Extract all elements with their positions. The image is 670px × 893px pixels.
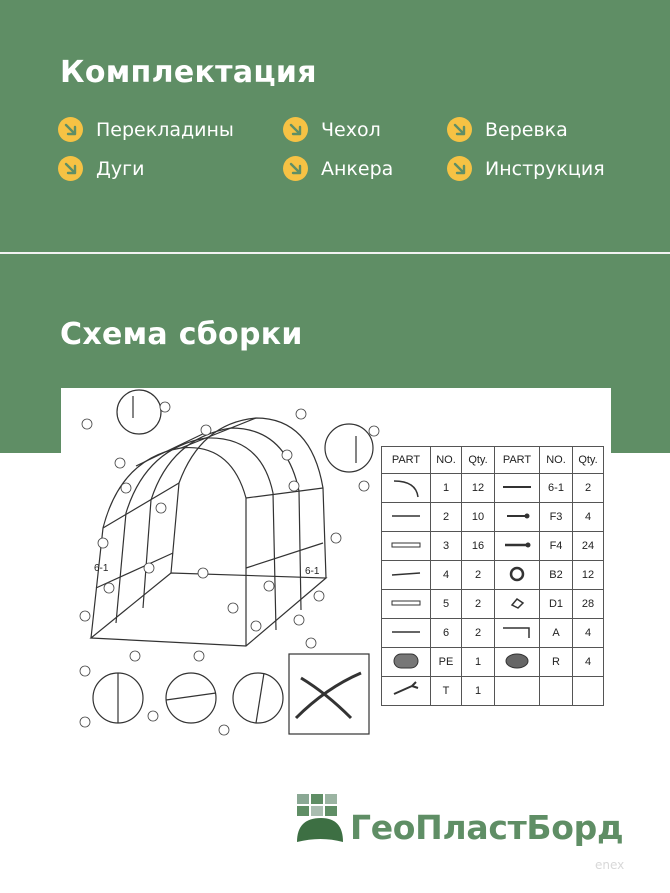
bolt-part-icon — [495, 503, 540, 532]
bar-part-icon — [382, 619, 431, 648]
part-qty: 12 — [462, 474, 495, 503]
kit-item — [447, 156, 605, 181]
part-qty: 1 — [462, 677, 495, 706]
column-header: Qty. — [573, 447, 604, 474]
column-header: PART — [495, 447, 540, 474]
part-qty — [573, 677, 604, 706]
arrow-down-right-icon — [283, 156, 308, 181]
table-row — [382, 677, 604, 706]
arrow-down-right-icon — [447, 156, 472, 181]
part-number: 6 — [431, 619, 462, 648]
part-number: 5 — [431, 590, 462, 619]
part-number: B2 — [540, 561, 573, 590]
arrow-down-right-icon — [58, 156, 83, 181]
part-qty: 4 — [573, 503, 604, 532]
part-qty: 2 — [573, 474, 604, 503]
kit-item-label: Веревка — [485, 118, 568, 141]
anchor-part-icon — [495, 619, 540, 648]
arrow-down-right-icon — [447, 117, 472, 142]
arrow-down-right-icon — [283, 117, 308, 142]
scheme-title: Схема сборки — [60, 317, 303, 352]
kit-item — [283, 117, 381, 142]
diagram-label: 6-1 — [305, 566, 320, 577]
table-row — [382, 503, 604, 532]
part-qty: 16 — [462, 532, 495, 561]
bar-part-icon — [495, 474, 540, 503]
table-row — [382, 619, 604, 648]
rope-coil-icon — [495, 648, 540, 677]
table-header-row — [382, 447, 604, 474]
part-qty: 1 — [462, 648, 495, 677]
arrow-down-right-icon — [58, 117, 83, 142]
parts-table — [381, 446, 604, 706]
arch-part-icon — [382, 474, 431, 503]
part-number: 2 — [431, 503, 462, 532]
column-header: PART — [382, 447, 431, 474]
bolt-part-icon — [495, 532, 540, 561]
kit-item-label: Инструкция — [485, 157, 605, 180]
part-number: PE — [431, 648, 462, 677]
part-qty: 4 — [573, 619, 604, 648]
kit-item — [58, 156, 144, 181]
part-number: T — [431, 677, 462, 706]
part-number: 4 — [431, 561, 462, 590]
part-number: D1 — [540, 590, 573, 619]
part-number: 1 — [431, 474, 462, 503]
kit-item — [283, 156, 393, 181]
part-number: A — [540, 619, 573, 648]
kit-item — [447, 117, 568, 142]
table-row — [382, 648, 604, 677]
kit-item — [58, 117, 234, 142]
kit-title: Комплектация — [60, 55, 317, 90]
part-qty: 2 — [462, 590, 495, 619]
kit-item-label: Анкера — [321, 157, 394, 180]
empty-cell — [495, 677, 540, 706]
table-row — [382, 532, 604, 561]
part-qty: 24 — [573, 532, 604, 561]
bar-part-icon — [382, 590, 431, 619]
kit-item-label: Чехол — [321, 118, 381, 141]
bar-part-icon — [382, 532, 431, 561]
brand-name: ГеоПластБорд — [350, 808, 624, 847]
table-row — [382, 590, 604, 619]
part-number — [540, 677, 573, 706]
part-qty: 28 — [573, 590, 604, 619]
bar-part-icon — [382, 503, 431, 532]
table-row — [382, 474, 604, 503]
part-qty: 10 — [462, 503, 495, 532]
kit-item-label: Дуги — [96, 157, 145, 180]
part-number: F4 — [540, 532, 573, 561]
part-number: 3 — [431, 532, 462, 561]
brand-logo-icon — [291, 790, 347, 848]
column-header: NO. — [540, 447, 573, 474]
part-qty: 2 — [462, 561, 495, 590]
part-qty: 2 — [462, 619, 495, 648]
wrench-icon — [382, 677, 431, 706]
column-header: NO. — [431, 447, 462, 474]
watermark: enex — [595, 858, 625, 872]
kit-item-label: Перекладины — [96, 118, 234, 141]
part-qty: 4 — [573, 648, 604, 677]
cover-roll-icon — [382, 648, 431, 677]
part-qty: 12 — [573, 561, 604, 590]
bar-part-icon — [382, 561, 431, 590]
clip-part-icon — [495, 590, 540, 619]
diagram-label: 6-1 — [94, 563, 109, 574]
part-number: 6-1 — [540, 474, 573, 503]
column-header: Qty. — [462, 447, 495, 474]
part-number: F3 — [540, 503, 573, 532]
assembly-scheme — [61, 388, 611, 750]
ring-part-icon — [495, 561, 540, 590]
part-number: R — [540, 648, 573, 677]
table-row — [382, 561, 604, 590]
